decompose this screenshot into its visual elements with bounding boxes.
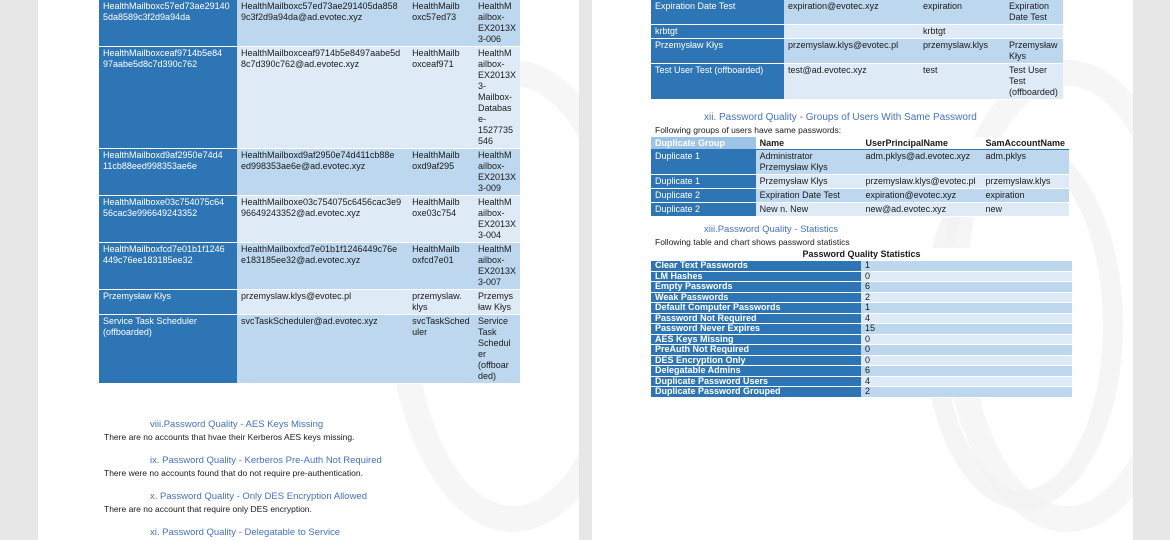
duplicate-row-cell: New n. New <box>756 203 862 217</box>
statistic-row <box>651 292 1072 303</box>
duplicate-row <box>651 203 1069 217</box>
account-row-cell: HealthMailboxc57ed73ae29140 5da8589c3f2d9a94da <box>99 0 237 47</box>
account-row <box>651 64 1063 100</box>
account-row-cell: HealthMailb oxceaf971 <box>408 47 474 149</box>
section-text-stats: Following table and chart shows password statistics <box>655 237 850 247</box>
account-row-cell: HealthMailboxd9af2950e74d411cb88e ed998353ae6e@ad.evotec.xyz <box>237 149 408 196</box>
account-row-cell <box>784 25 919 39</box>
statistic-row-cell: Weak Passwords <box>651 292 861 303</box>
account-row-cell: HealthMailb oxc57ed73 <box>408 0 474 47</box>
statistic-row-cell: 2 <box>861 292 1072 303</box>
duplicate-row-cell: expiration <box>981 189 1069 203</box>
statistic-row-cell: 1 <box>861 261 1072 272</box>
account-row-cell: Service Task Scheduler (offboarded) <box>99 315 237 384</box>
account-row-cell: Service Task Schedul er (offboar ded) <box>474 315 520 384</box>
account-row-cell: przemyslaw. klys <box>408 290 474 315</box>
duplicate-row-cell: Expiration Date Test <box>756 189 862 203</box>
duplicate-row-cell: new@ad.evotec.xyz <box>862 203 982 217</box>
account-row-cell: Test User Test (offboarded) <box>1005 64 1063 100</box>
account-row-cell: krbtgt <box>919 25 1005 39</box>
account-row-cell: Przemysław Kłys <box>651 39 784 64</box>
accounts-table <box>99 0 520 384</box>
duplicate-row-cell: przemyslaw.klys@evotec.pl <box>862 175 982 189</box>
statistic-row-cell: AES Keys Missing <box>651 334 861 345</box>
statistic-row-cell: 6 <box>861 282 1072 293</box>
statistic-row-cell: 1 <box>861 303 1072 314</box>
statistic-row <box>651 313 1072 324</box>
statistic-row-cell: 0 <box>861 271 1072 282</box>
accounts-table-continued <box>651 0 1063 100</box>
account-row <box>651 39 1063 64</box>
duplicate-row-cell: adm.pklys@ad.evotec.xyz <box>862 150 982 175</box>
duplicate-groups-table <box>651 137 1069 217</box>
duplicate-row <box>651 189 1069 203</box>
account-row-cell: Expiration Date Test <box>1005 0 1063 25</box>
statistic-row <box>651 376 1072 387</box>
account-row-cell: test@ad.evotec.xyz <box>784 64 919 100</box>
section-heading-stats: xiii.Password Quality - Statistics <box>704 224 839 235</box>
account-row-cell: HealthMailboxe03c754075c6456cac3e9 96649243352@ad.evotec.xyz <box>237 196 408 243</box>
statistic-row-cell: DES Encryption Only <box>651 355 861 366</box>
password-statistics-table <box>651 248 1072 398</box>
account-row-cell: expiration@evotec.xyz <box>784 0 919 25</box>
account-row <box>99 290 520 315</box>
account-row-cell: HealthMailboxfcd7e01b1f1246449c76e e183185ee32@ad.evotec.xyz <box>237 243 408 290</box>
account-row-cell: HealthM ailbox- EX2013X 3- Mailbox- Databas e- 1527735 546 <box>474 47 520 149</box>
account-row-cell: svcTaskScheduler@ad.evotec.xyz <box>237 315 408 384</box>
account-row-cell: HealthM ailbox- EX2013X 3-006 <box>474 0 520 47</box>
statistic-row-cell: 2 <box>861 387 1072 398</box>
statistic-row-cell: Duplicate Password Users <box>651 376 861 387</box>
left-document-page <box>38 0 579 540</box>
statistic-row <box>651 271 1072 282</box>
duplicate-row-cell: adm.pklys <box>981 150 1069 175</box>
statistic-row-cell: 0 <box>861 334 1072 345</box>
duplicate-row <box>651 150 1069 175</box>
statistic-row <box>651 366 1072 377</box>
section-heading-preauth: ix. Password Quality - Kerberos Pre-Auth Not Required <box>150 455 382 466</box>
account-row-cell: Przemys ław Kłys <box>474 290 520 315</box>
account-row <box>99 0 520 47</box>
section-text-groups: Following groups of users have same passwords: <box>655 125 842 135</box>
account-row <box>651 25 1063 39</box>
account-row-cell: przemyslaw.klys@evotec.pl <box>237 290 408 315</box>
account-row-cell: HealthMailb oxd9af295 <box>408 149 474 196</box>
section-text-des: There are no account that require only DES encryption. <box>104 504 312 514</box>
statistic-row-cell: 4 <box>861 376 1072 387</box>
duplicate-row-cell: Duplicate 2 <box>651 189 756 203</box>
col-header-duplicate-group: Duplicate Group <box>651 137 756 150</box>
statistic-row-cell: 15 <box>861 324 1072 335</box>
account-row <box>651 0 1063 25</box>
account-row-cell: HealthMailboxfcd7e01b1f1246 449c76ee183185ee32 <box>99 243 237 290</box>
account-row-cell: przemyslaw.klys <box>919 39 1005 64</box>
statistic-row <box>651 334 1072 345</box>
account-row <box>99 47 520 149</box>
account-row-cell: Expiration Date Test <box>651 0 784 25</box>
account-row <box>99 243 520 290</box>
account-row-cell <box>1005 25 1063 39</box>
statistic-row <box>651 387 1072 398</box>
statistic-row-cell: Clear Text Passwords <box>651 261 861 272</box>
account-row-cell: przemyslaw.klys@evotec.pl <box>784 39 919 64</box>
duplicate-row-cell: przemyslaw.klys <box>981 175 1069 189</box>
duplicate-row-cell: Duplicate 1 <box>651 175 756 189</box>
account-row-cell: HealthM ailbox- EX2013X 3-009 <box>474 149 520 196</box>
account-row-cell: test <box>919 64 1005 100</box>
statistic-row-cell: PreAuth Not Required <box>651 345 861 356</box>
account-row-cell: HealthMailb oxe03c754 <box>408 196 474 243</box>
statistic-row-cell: 6 <box>861 366 1072 377</box>
account-row-cell: HealthMailboxceaf9714b5e8497aabe5d 8c7d390c762@ad.evotec.xyz <box>237 47 408 149</box>
account-row-cell: Przemysław Kłys <box>99 290 237 315</box>
statistic-row <box>651 303 1072 314</box>
account-row-cell: Test User Test (offboarded) <box>651 64 784 100</box>
duplicate-row-cell: Administrator Przemysław Kłys <box>756 150 862 175</box>
statistic-row-cell: Password Never Expires <box>651 324 861 335</box>
account-row <box>99 315 520 384</box>
statistic-row <box>651 261 1072 272</box>
duplicate-row-cell: expiration@evotec.xyz <box>862 189 982 203</box>
account-row-cell: HealthMailboxceaf9714b5e84 97aabe5d8c7d390c762 <box>99 47 237 149</box>
account-row-cell: HealthMailboxe03c754075c64 56cac3e996649243352 <box>99 196 237 243</box>
section-heading-aes: viii.Password Quality - AES Keys Missing <box>150 419 324 430</box>
statistic-row-cell: LM Hashes <box>651 271 861 282</box>
section-heading-delegatable: xi. Password Quality - Delegatable to Service <box>150 527 341 538</box>
statistic-row <box>651 282 1072 293</box>
statistic-row-cell: Password Not Required <box>651 313 861 324</box>
statistic-row-cell: Empty Passwords <box>651 282 861 293</box>
statistic-row-cell: Delegatable Admins <box>651 366 861 377</box>
statistic-row <box>651 345 1072 356</box>
right-document-page <box>592 0 1133 540</box>
duplicate-row <box>651 175 1069 189</box>
section-heading-groups: xii. Password Quality - Groups of Users With Same Password <box>704 112 977 123</box>
account-row-cell: krbtgt <box>651 25 784 39</box>
statistic-row-cell: 4 <box>861 313 1072 324</box>
duplicate-row-cell: Duplicate 2 <box>651 203 756 217</box>
account-row-cell: HealthMailb oxfcd7e01 <box>408 243 474 290</box>
section-text-preauth: There were no accounts found that do not require pre-authentication. <box>104 468 363 478</box>
account-row-cell: HealthM ailbox- EX2013X 3-004 <box>474 196 520 243</box>
statistic-row <box>651 355 1072 366</box>
account-row-cell: expiration <box>919 0 1005 25</box>
stats-table-title: Password Quality Statistics <box>651 248 1072 261</box>
account-row-cell: HealthMailboxc57ed73ae291405da858 9c3f2d9a94da@ad.evotec.xyz <box>237 0 408 47</box>
col-header-name: Name <box>756 137 862 150</box>
account-row-cell: HealthMailboxd9af2950e74d4 11cb88eed998353ae6e <box>99 149 237 196</box>
account-row <box>99 196 520 243</box>
duplicate-row-cell: Duplicate 1 <box>651 150 756 175</box>
statistic-row <box>651 324 1072 335</box>
duplicate-row-cell: new <box>981 203 1069 217</box>
account-row-cell: HealthM ailbox- EX2013X 3-007 <box>474 243 520 290</box>
account-row-cell: svcTaskSched uler <box>408 315 474 384</box>
account-row-cell: Przemysław Kłys <box>1005 39 1063 64</box>
col-header-sam: SamAccountName <box>981 137 1069 150</box>
col-header-upn: UserPrincipalName <box>862 137 982 150</box>
section-heading-des: x. Password Quality - Only DES Encryption Allowed <box>150 491 368 502</box>
statistic-row-cell: Default Computer Passwords <box>651 303 861 314</box>
account-row <box>99 149 520 196</box>
section-text-aes: There are no accounts that hvae their Kerberos AES keys missing. <box>104 432 355 442</box>
statistic-row-cell: 0 <box>861 355 1072 366</box>
statistic-row-cell: Duplicate Password Grouped <box>651 387 861 398</box>
duplicate-row-cell: Przemysław Kłys <box>756 175 862 189</box>
statistic-row-cell: 0 <box>861 345 1072 356</box>
